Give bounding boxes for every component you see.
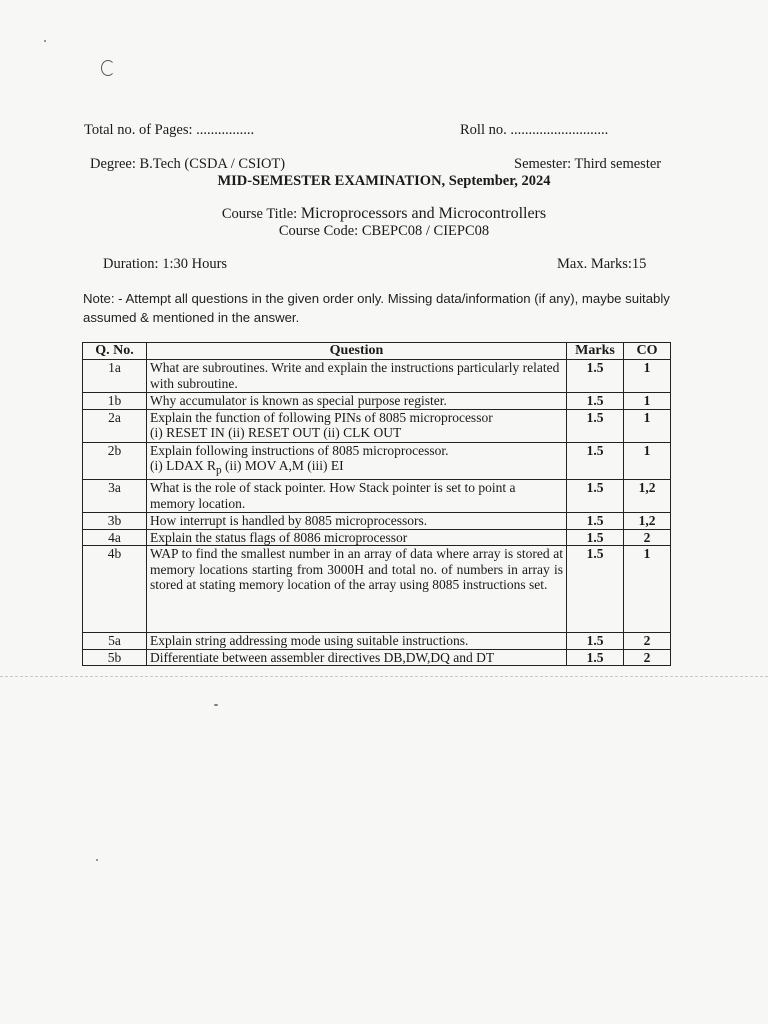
question-text: What is the role of stack pointer. How Stack pointer is set to point a memory location. — [147, 480, 567, 513]
qno: 5a — [83, 633, 147, 650]
table-row — [83, 409, 671, 442]
table-row — [83, 513, 671, 530]
table-row — [83, 633, 671, 650]
co: 1 — [624, 393, 671, 410]
course-code: Course Code: CBEPC08 / CIEPC08 — [278, 223, 490, 239]
qno: 3b — [83, 513, 147, 530]
qno: 1b — [83, 393, 147, 410]
question-line: (i) RESET IN (ii) RESET OUT (ii) CLK OUT — [150, 425, 402, 440]
exam-title: MID-SEMESTER EXAMINATION, September, 2024 — [217, 173, 551, 189]
co: 1 — [624, 546, 671, 633]
question-text: How interrupt is handled by 8085 microprocessors. — [147, 513, 567, 530]
marks: 1.5 — [567, 546, 624, 633]
question-text: WAP to find the smallest number in an array of data where array is stored at memory locations starting from 3000H and total no. of numbers in array is stored at stating memory location of the array using 8085 instructions set. — [147, 546, 567, 633]
question-text — [147, 442, 567, 480]
marks: 1.5 — [567, 480, 624, 513]
circle-mark-icon — [101, 60, 115, 76]
qno: 4a — [83, 529, 147, 546]
scan-speck — [214, 704, 218, 706]
course-title-value: Microprocessors and Microcontrollers — [300, 205, 547, 222]
marks: 1.5 — [567, 409, 624, 442]
marks: 1.5 — [567, 442, 624, 480]
qno: 2b — [83, 442, 147, 480]
co: 1,2 — [624, 480, 671, 513]
marks: 1.5 — [567, 649, 624, 666]
question-part: (i) LDAX R — [150, 458, 216, 473]
table-row — [83, 529, 671, 546]
question-line — [150, 458, 563, 479]
question-text — [147, 409, 567, 442]
co: 1 — [624, 360, 671, 393]
table-row — [83, 393, 671, 410]
question-text: Why accumulator is known as special purpose register. — [147, 393, 567, 410]
marks: 1.5 — [567, 529, 624, 546]
header-qno: Q. No. — [83, 343, 147, 360]
table-row — [83, 442, 671, 480]
table-row — [83, 546, 671, 633]
note: Note: - Attempt all questions in the given order only. Missing data/information (if any), maybe suitably assumed & mentioned in the answer. — [83, 291, 670, 325]
scan-speck — [44, 40, 46, 42]
table-row — [83, 649, 671, 666]
roll-no: Roll no. ........................... — [460, 122, 609, 138]
scan-speck — [96, 859, 98, 861]
qno: 3a — [83, 480, 147, 513]
header-co: CO — [624, 343, 671, 360]
co: 1 — [624, 409, 671, 442]
question-text: Explain string addressing mode using suitable instructions. — [147, 633, 567, 650]
questions-table — [82, 342, 671, 666]
marks: 1.5 — [567, 633, 624, 650]
marks: 1.5 — [567, 360, 624, 393]
marks: 1.5 — [567, 393, 624, 410]
co: 1 — [624, 442, 671, 480]
qno: 5b — [83, 649, 147, 666]
semester: Semester: Third semester — [514, 156, 662, 172]
table-row — [83, 480, 671, 513]
question-text: What are subroutines. Write and explain the instructions particularly related with subroutine. — [147, 360, 567, 393]
qno: 2a — [83, 409, 147, 442]
table-header-row — [83, 343, 671, 360]
question-line: Explain the function of following PINs of 8085 microprocessor — [150, 409, 493, 425]
scan-artifact-line — [0, 676, 768, 678]
co: 2 — [624, 633, 671, 650]
max-marks: Max. Marks:15 — [557, 256, 647, 272]
marks: 1.5 — [567, 513, 624, 530]
question-text: Differentiate between assembler directives DB,DW,DQ and DT — [147, 649, 567, 666]
degree: Degree: B.Tech (CSDA / CSIOT) — [90, 156, 286, 172]
question-line: Explain following instructions of 8085 microprocessor. — [150, 442, 449, 458]
course-title — [0, 205, 768, 223]
co: 1,2 — [624, 513, 671, 530]
table-row — [83, 360, 671, 393]
co: 2 — [624, 649, 671, 666]
total-pages: Total no. of Pages: ................ — [84, 122, 255, 138]
qno: 4b — [83, 546, 147, 633]
question-text: Explain the status flags of 8086 microprocessor — [147, 529, 567, 546]
qno: 1a — [83, 360, 147, 393]
question-part: (ii) MOV A,M (iii) EI — [221, 458, 344, 473]
subscript-p: p — [216, 464, 222, 477]
header-marks: Marks — [567, 343, 624, 360]
duration: Duration: 1:30 Hours — [103, 256, 228, 272]
co: 2 — [624, 529, 671, 546]
header-question: Question — [147, 343, 567, 360]
course-title-label: Course Title: — [221, 206, 298, 222]
